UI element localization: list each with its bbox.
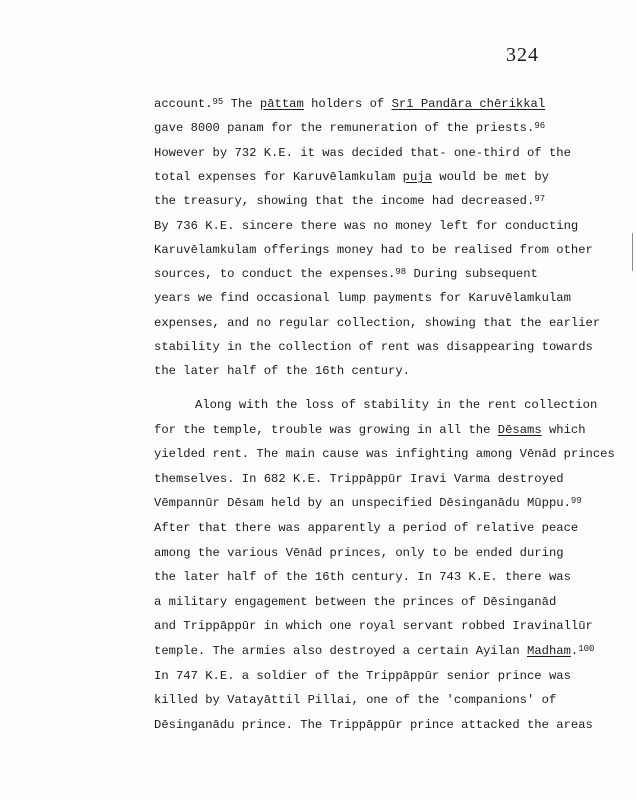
text-line — [154, 194, 545, 209]
text-line — [154, 121, 545, 136]
text-segment: account. — [154, 97, 213, 111]
text-line — [154, 423, 586, 437]
text-segment: pāttam — [259, 97, 304, 111]
text-segment: yielded rent. The main cause was infighting among Vēnād princes — [154, 447, 615, 462]
text-segment: Srī Pandāra chērikkal — [391, 97, 546, 111]
text-segment: and Trippāppūr in which one royal servant robbed Iravinallūr — [154, 619, 593, 634]
text-line — [154, 447, 615, 461]
text-line — [154, 364, 410, 378]
text-line — [154, 718, 593, 732]
text-line — [195, 398, 597, 412]
text-line — [154, 521, 578, 535]
text-segment: the treasury, showing that the income had decreased. — [154, 194, 535, 209]
text-segment: would be met by — [431, 169, 549, 184]
text-segment: the later half of the 16th century. In 743 K.E. there was — [154, 570, 571, 585]
text-segment: themselves. In 682 K.E. Trippāppūr Iravi Varma destroyed — [154, 471, 564, 486]
footnote-marker: 96 — [534, 121, 546, 132]
footnote-marker: 97 — [534, 194, 546, 205]
text-line — [154, 669, 571, 683]
text-line — [154, 570, 571, 584]
text-line — [154, 219, 578, 233]
text-segment: gave 8000 panam for the remuneration of the priests. — [154, 121, 535, 136]
scan-edge-mark — [632, 233, 633, 271]
text-segment: the later half of the 16th century. — [154, 364, 410, 379]
text-line — [154, 496, 582, 511]
text-segment: Dēsinganādu prince. The Trippāppūr prince attacked the areas — [154, 717, 593, 732]
text-line — [154, 595, 556, 609]
footnote-marker: 98 — [395, 267, 407, 278]
text-line — [154, 291, 571, 305]
text-line — [154, 619, 593, 633]
footnote-marker: 95 — [212, 97, 224, 107]
text-segment: The — [223, 97, 260, 111]
text-segment: sources, to conduct the expenses. — [154, 267, 396, 282]
text-segment: . — [570, 644, 579, 658]
footnote-marker: 100 — [578, 644, 595, 654]
text-segment: By 736 K.E. sincere there was no money left for conducting — [154, 218, 579, 233]
text-segment: Dēsams — [497, 422, 542, 437]
text-segment: holders of — [303, 97, 392, 111]
text-segment: During subsequent — [406, 267, 538, 282]
text-segment: expenses, and no regular collection, showing that the earlier — [154, 315, 601, 330]
page-number: 324 — [506, 44, 539, 66]
text-segment: for the temple, trouble was growing in all the — [154, 422, 498, 437]
text-segment: In 747 K.E. a soldier of the Trippāppūr senior prince was — [154, 668, 571, 683]
text-segment: which — [541, 422, 586, 437]
text-segment: Vēmpannūr Dēsam held by an unspecified Dēsinganādu Mūppu. — [154, 496, 571, 511]
text-segment: killed by Vatayāttil Pillai, one of the 'companions' of — [154, 693, 557, 708]
text-line — [154, 267, 538, 282]
text-segment: puja — [402, 169, 432, 184]
text-segment: among the various Vēnād princes, only to be ended during — [154, 545, 564, 560]
text-line — [154, 146, 571, 160]
text-segment: years we find occasional lump payments for Karuvēlamkulam — [154, 291, 571, 306]
text-segment: Along with the loss of stability in the rent collection — [195, 398, 598, 412]
text-line — [154, 170, 549, 184]
text-segment: Karuvēlamkulam offerings money had to be realised from other — [154, 242, 593, 257]
text-line — [154, 97, 545, 112]
footnote-marker: 99 — [570, 496, 582, 507]
text-segment: total expenses for Karuvēlamkulam — [154, 169, 403, 184]
text-line — [154, 340, 593, 354]
text-segment: After that there was apparently a period of relative peace — [154, 521, 579, 535]
text-segment: temple. The armies also destroyed a certain Ayilan — [154, 644, 527, 658]
text-line — [154, 243, 593, 257]
text-line — [154, 472, 564, 486]
text-line — [154, 644, 594, 659]
text-segment: Madham — [527, 644, 571, 658]
text-line — [154, 546, 564, 560]
text-segment: stability in the collection of rent was disappearing towards — [154, 340, 593, 354]
text-segment: a military engagement between the princes of Dēsinganād — [154, 594, 557, 609]
text-segment: However by 732 K.E. it was decided that- one-third of the — [154, 145, 571, 160]
text-line — [154, 693, 556, 707]
text-line — [154, 316, 600, 330]
